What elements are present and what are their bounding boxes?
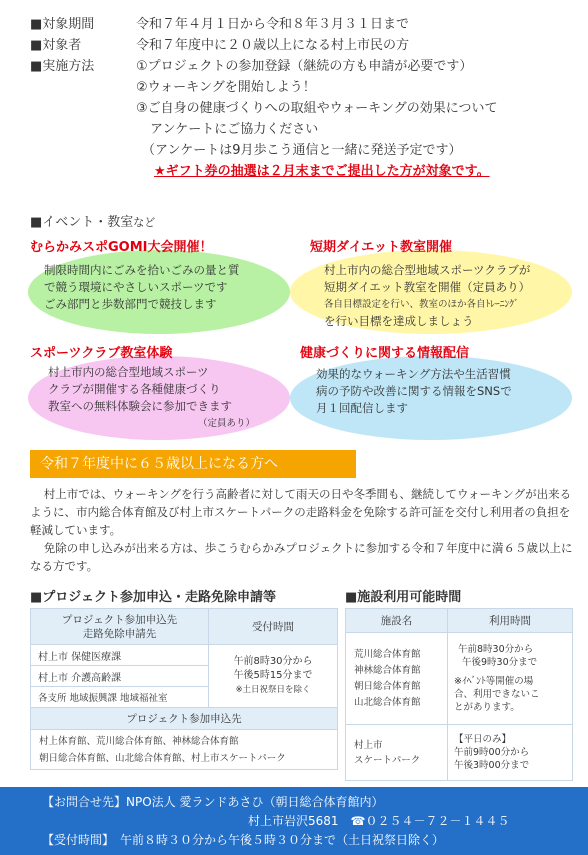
period-row (30, 14, 580, 35)
info-line-2: 病の予防や改善に関する情報をSNSで (316, 384, 512, 398)
events-heading-text: ■イベント・教室 (30, 215, 134, 230)
facility-gym-note-3: とがあります。 (454, 702, 520, 713)
diet-line-2: 短期ダイエット教室を開催（定員あり） (324, 280, 531, 294)
senior-para-2: 免除の申し込みが出来る方は、歩こうむらかみプロジェクトに参加する令和７年度中に満６５歳以上になる方です。 (30, 541, 573, 573)
facility-gym-time-2: 午後9時30分まで (462, 657, 538, 668)
info-title: 健康づくりに関する情報配信 (300, 346, 470, 361)
facility-gym-1: 荒川総合体育館 (354, 648, 421, 660)
gift-notice: ★ギフト券の抽選は２月末までご提出した方が対象です。 (154, 164, 490, 179)
method-steps (136, 77, 580, 182)
facility-section-title: ■施設利用可能時間 (345, 590, 462, 605)
period-value: 令和７年４月１日から令和８年３月３１日まで (136, 17, 410, 32)
sport-line-3: 教室への無料体験会に参加できます (48, 399, 232, 413)
apply-row-2: 村上市 介護高齢課 (31, 666, 209, 687)
facility-gyms (346, 633, 448, 725)
facility-head-name: 施設名 (346, 609, 448, 633)
events-heading (30, 211, 155, 230)
sport-line-1: 村上市内の総合型地域スポーツ (48, 365, 209, 379)
period-label: ■対象期間 (30, 17, 95, 32)
apply-sub-head: プロジェクト参加申込先 (31, 708, 338, 730)
facility-gym-note-1: ※ｲﾍﾞﾝﾄ等開催の場 (454, 676, 534, 687)
gomi-title: むらかみスポGOMI大会開催！ (30, 240, 213, 255)
target-row (30, 35, 580, 56)
facility-gym-time-1: 午前8時30分から (458, 644, 534, 655)
apply-hours-1: 午前8時30分から (233, 656, 313, 667)
senior-banner: 令和７年度中に６５歳以上になる方へ (30, 450, 356, 478)
sport-title: スポーツクラブ教室体験 (30, 346, 173, 361)
diet-text (324, 262, 530, 330)
sport-line-4: （定員あり） (198, 418, 256, 429)
method-step-3: ③ご自身の健康づくりへの取組やウォーキングの効果について (136, 101, 498, 116)
facility-park-time (448, 725, 573, 781)
info-line-3: 月１回配信します (316, 401, 408, 415)
target-label: ■対象者 (30, 38, 82, 53)
events-heading-small: など (133, 216, 156, 229)
footer-address: 村上市岩沢5681 ☎０２５４－７２－１４４５ (248, 814, 510, 828)
facility-gym-2: 神林総合体育館 (354, 664, 421, 676)
apply-table (30, 608, 338, 770)
apply-head-hours: 受付時間 (209, 609, 338, 645)
apply-sub-line-1: 村上体育館、荒川総合体育館、神林総合体育館 (39, 735, 239, 747)
apply-row-3: 各支所 地域振興課 地域福祉室 (31, 687, 209, 708)
facility-park-time-3: 午後3時00分まで (454, 760, 530, 771)
apply-section-title: ■プロジェクト参加申込・走路免除申請等 (30, 590, 277, 605)
facility-park-time-1: 【平日のみ】 (454, 734, 512, 745)
method-row (30, 56, 580, 77)
apply-head-place (31, 609, 209, 645)
facility-gym-time (448, 633, 573, 725)
diet-title: 短期ダイエット教室開催 (310, 240, 452, 255)
info-line-1: 効果的なウォーキング方法や生活習慣 (316, 367, 511, 381)
gomi-line-2: で競う環境にやさしいスポーツです (44, 280, 228, 294)
method-step-2: ②ウォーキングを開始しよう！ (136, 80, 316, 95)
target-value: 令和７年度中に２０歳以上になる村上市民の方 (136, 38, 410, 53)
diet-line-4: を行い目標を達成しましょう (324, 314, 474, 328)
facility-gym-4: 山北総合体育館 (354, 696, 421, 708)
facility-park-time-2: 午前9時00分から (454, 747, 530, 758)
sport-line-2: クラブが開催する各種健康づくり (48, 382, 221, 396)
facility-park-2: スケートパーク (354, 754, 421, 766)
apply-sub-list (31, 730, 338, 770)
facility-gym-3: 朝日総合体育館 (354, 680, 421, 692)
footer-hours: 【受付時間】 午前８時３０分から午後５時３０分まで（土日祝祭日除く） (42, 833, 445, 847)
contact-footer (0, 787, 588, 855)
apply-head-place-1: プロジェクト参加申込先 (61, 613, 178, 626)
gomi-line-1: 制限時間内にごみを拾いごみの量と質 (44, 263, 240, 277)
survey-note: （アンケートは9月歩こう通信と一緒に発送予定です） (142, 143, 462, 158)
senior-description (30, 485, 575, 575)
info-text (316, 366, 512, 417)
gomi-line-3: ごみ部門と歩数部門で競技します (44, 297, 217, 311)
apply-hours-2: 午後5時15分まで (233, 670, 313, 681)
apply-hours-cell (209, 645, 338, 708)
apply-hours-note: ※土日祝祭日を除く (235, 685, 311, 695)
apply-head-place-2: 走路免除申請先 (82, 627, 157, 640)
facility-gym-note-2: 合、利用できないこ (454, 689, 540, 700)
senior-para-1: 村上市では、ウォーキングを行う高齢者に対して雨天の日や冬季間も、継続してウォーキングが出来るように、市内総合体育館及び村上市スケートパークの走路料金を免除する許可証を交付し利用者の負担を軽減しています。 (30, 487, 572, 537)
method-label: ■実施方法 (30, 59, 95, 74)
facility-head-time: 利用時間 (448, 609, 573, 633)
summary-block (30, 14, 580, 182)
facility-table (345, 608, 573, 781)
facility-park-1: 村上市 (354, 739, 383, 751)
diet-line-1: 村上市内の総合型地域スポーツクラブが (324, 263, 531, 277)
footer-contact: 【お問合せ先】NPO法人 愛ランドあさひ（朝日総合体育館内） (42, 795, 384, 809)
facility-park (346, 725, 448, 781)
sport-text (48, 364, 255, 432)
method-step-1: ①プロジェクトの参加登録（継続の方も申請が必要です） (136, 59, 473, 74)
method-step-3-cont: アンケートにご協力ください (150, 122, 319, 137)
apply-row-1: 村上市 保健医療課 (31, 645, 209, 666)
diet-line-3: 各自目標設定を行い、教室のほか各自ﾄﾚｰﾆﾝｸﾞ (324, 299, 519, 310)
gomi-text (44, 262, 240, 313)
apply-sub-line-2: 朝日総合体育館、山北総合体育館、村上市スケートパーク (39, 752, 286, 764)
